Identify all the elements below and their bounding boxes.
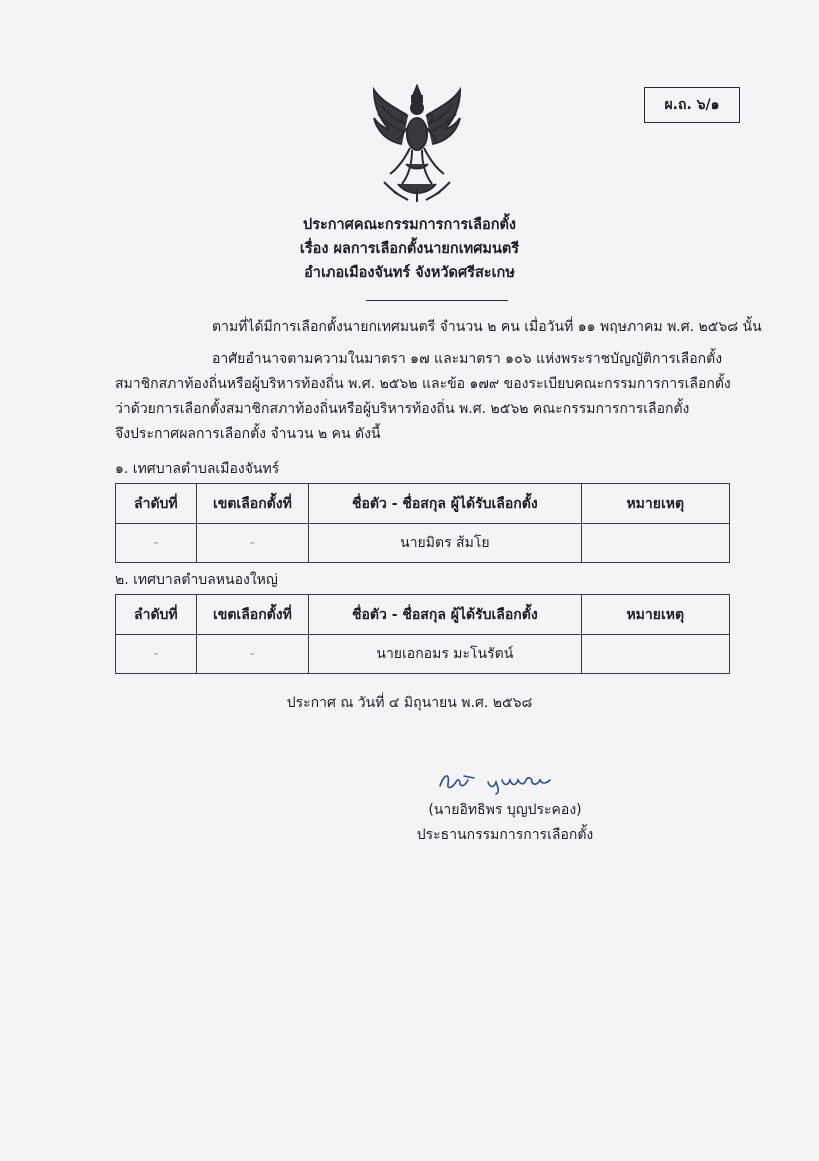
cell-remark xyxy=(581,635,729,674)
header-subject: เรื่อง ผลการเลือกตั้งนายกเทศมนตรี xyxy=(299,241,520,257)
signature-icon xyxy=(434,766,558,796)
cell-district: - xyxy=(196,524,308,563)
header-remark: หมายเหตุ xyxy=(581,595,729,635)
cell-district: - xyxy=(196,635,308,674)
form-code-box xyxy=(644,87,740,123)
cell-name: นายเอกอมร มะโนรัตน์ xyxy=(309,635,581,674)
cell-order: - xyxy=(116,635,197,674)
header-order: ลำดับที่ xyxy=(116,595,197,635)
results-table-1 xyxy=(115,483,730,563)
garuda-emblem-icon xyxy=(368,84,466,204)
header-district: เขตเลือกตั้งที่ xyxy=(196,595,308,635)
signer-position: ประธานกรรมการการเลือกตั้ง xyxy=(416,827,594,843)
cell-remark xyxy=(581,524,729,563)
header-location: อำเภอเมืองจันทร์ จังหวัดศรีสะเกษ xyxy=(304,265,515,281)
table-header-row xyxy=(116,595,730,635)
table-row xyxy=(116,524,730,563)
signer-name: (นายอิทธิพร บุญประคอง) xyxy=(428,802,582,818)
body-paragraph-2-line-1: อาศัยอำนาจตามความในมาตรา ๑๗ และมาตรา ๑๐๖ แห่งพระราชบัญญัติการเลือกตั้ง xyxy=(212,351,723,367)
body-paragraph-2-line-2: สมาชิกสภาท้องถิ่นหรือผู้บริหารท้องถิ่น พ.ศ. ๒๕๖๒ และข้อ ๑๗๙ ของระเบียบคณะกรรมการการเลือกตั้ง xyxy=(115,376,731,392)
cell-name: นายมิตร ส้มโย xyxy=(309,524,581,563)
header-divider xyxy=(366,300,508,301)
body-paragraph-2-line-4: จึงประกาศผลการเลือกตั้ง จำนวน ๒ คน ดังนี้ xyxy=(115,426,381,442)
header-title: ประกาศคณะกรรมการการเลือกตั้ง xyxy=(302,217,516,233)
announcement-date: ประกาศ ณ วันที่ ๔ มิถุนายน พ.ศ. ๒๕๖๘ xyxy=(286,695,533,711)
header-name: ชื่อตัว - ชื่อสกุล ผู้ได้รับเลือกตั้ง xyxy=(309,595,581,635)
header-order: ลำดับที่ xyxy=(116,484,197,524)
section-title-1: ๑. เทศบาลตำบลเมืองจันทร์ xyxy=(115,461,280,477)
header-name: ชื่อตัว - ชื่อสกุล ผู้ได้รับเลือกตั้ง xyxy=(309,484,581,524)
form-code: ผ.ถ. ๖/๑ xyxy=(664,97,720,113)
body-paragraph-1: ตามที่ได้มีการเลือกตั้งนายกเทศมนตรี จำนวน ๒ คน เมื่อวันที่ ๑๑ พฤษภาคม พ.ศ. ๒๕๖๘ นั้น xyxy=(212,319,762,335)
table-header-row xyxy=(116,484,730,524)
body-paragraph-2-line-3: ว่าด้วยการเลือกตั้งสมาชิกสภาท้องถิ่นหรือผู้บริหารท้องถิ่น พ.ศ. ๒๕๖๒ คณะกรรมการการเลือกตั้ง xyxy=(115,401,690,417)
header-remark: หมายเหตุ xyxy=(581,484,729,524)
cell-order: - xyxy=(116,524,197,563)
header-district: เขตเลือกตั้งที่ xyxy=(196,484,308,524)
table-row xyxy=(116,635,730,674)
section-title-2: ๒. เทศบาลตำบลหนองใหญ่ xyxy=(115,572,278,588)
results-table-2 xyxy=(115,594,730,674)
